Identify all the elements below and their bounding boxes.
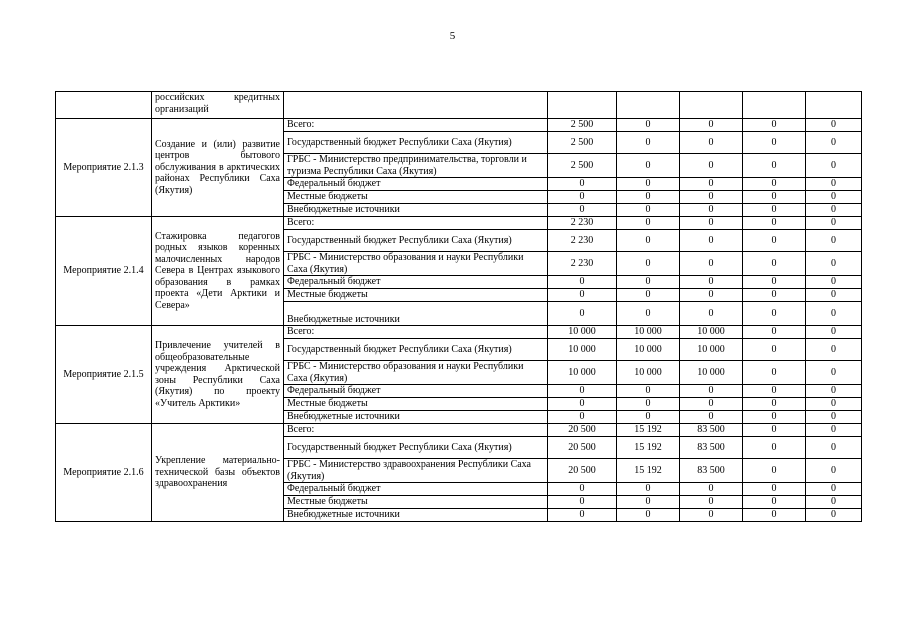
value-cell: 0 xyxy=(743,178,806,191)
value-cell: 0 xyxy=(617,385,680,398)
value-cell: 0 xyxy=(743,276,806,289)
value-cell: 0 xyxy=(743,302,806,326)
value-cell: 0 xyxy=(806,191,862,204)
value-cell: 0 xyxy=(743,424,806,437)
value-cell: 20 500 xyxy=(548,424,617,437)
value-cell xyxy=(806,92,862,119)
source-cell xyxy=(284,92,548,119)
funding-source-cell: Федеральный бюджет xyxy=(284,178,548,191)
value-cell: 10 000 xyxy=(548,339,617,361)
value-cell: 0 xyxy=(806,496,862,509)
funding-source-cell: ГРБС - Министерство предпринимательства, торговли и туризма Республики Саха (Якутия) xyxy=(284,154,548,178)
value-cell: 0 xyxy=(617,154,680,178)
value-cell: 2 230 xyxy=(548,230,617,252)
value-cell: 0 xyxy=(680,230,743,252)
value-cell: 0 xyxy=(548,289,617,302)
value-cell: 0 xyxy=(617,276,680,289)
value-cell: 0 xyxy=(617,204,680,217)
value-cell: 10 000 xyxy=(680,326,743,339)
value-cell: 0 xyxy=(548,411,617,424)
activity-name-cell: российских кредитных организаций xyxy=(152,92,284,119)
value-cell: 0 xyxy=(680,154,743,178)
table-row xyxy=(56,217,862,230)
activity-id-cell xyxy=(56,92,152,119)
value-cell: 20 500 xyxy=(548,459,617,483)
value-cell: 0 xyxy=(806,361,862,385)
funding-source-cell: Внебюджетные источники xyxy=(284,411,548,424)
funding-source-cell: Федеральный бюджет xyxy=(284,483,548,496)
value-cell: 0 xyxy=(548,496,617,509)
value-cell: 0 xyxy=(806,339,862,361)
value-cell: 0 xyxy=(806,204,862,217)
value-cell: 10 000 xyxy=(680,361,743,385)
activity-id-cell: Мероприятие 2.1.5 xyxy=(56,326,152,424)
funding-source-cell: Всего: xyxy=(284,424,548,437)
value-cell: 15 192 xyxy=(617,424,680,437)
activity-id-cell: Мероприятие 2.1.6 xyxy=(56,424,152,522)
value-cell: 0 xyxy=(806,411,862,424)
value-cell: 0 xyxy=(680,204,743,217)
funding-source-cell: Местные бюджеты xyxy=(284,398,548,411)
value-cell: 0 xyxy=(680,132,743,154)
value-cell: 0 xyxy=(743,459,806,483)
value-cell: 0 xyxy=(548,385,617,398)
value-cell: 0 xyxy=(743,339,806,361)
value-cell: 0 xyxy=(743,119,806,132)
budget-table xyxy=(55,91,862,522)
value-cell: 0 xyxy=(806,119,862,132)
funding-source-cell: Внебюджетные источники xyxy=(284,204,548,217)
value-cell: 10 000 xyxy=(548,361,617,385)
funding-source-cell: ГРБС - Министерство образования и науки Республики Саха (Якутия) xyxy=(284,361,548,385)
value-cell: 0 xyxy=(743,230,806,252)
value-cell: 0 xyxy=(743,289,806,302)
activity-name-cell: Укрепление материально-технической базы объектов здравоохранения xyxy=(152,424,284,522)
value-cell: 0 xyxy=(617,411,680,424)
value-cell: 0 xyxy=(743,252,806,276)
value-cell: 83 500 xyxy=(680,459,743,483)
value-cell: 0 xyxy=(617,132,680,154)
value-cell: 0 xyxy=(806,385,862,398)
value-cell: 0 xyxy=(806,459,862,483)
funding-source-cell: Всего: xyxy=(284,119,548,132)
value-cell: 0 xyxy=(617,230,680,252)
value-cell: 0 xyxy=(743,154,806,178)
value-cell: 0 xyxy=(617,289,680,302)
value-cell: 0 xyxy=(680,509,743,522)
value-cell: 0 xyxy=(743,132,806,154)
table-body xyxy=(56,92,862,522)
value-cell: 10 000 xyxy=(617,361,680,385)
value-cell: 15 192 xyxy=(617,437,680,459)
table-row xyxy=(56,326,862,339)
value-cell: 0 xyxy=(743,385,806,398)
funding-source-cell: Всего: xyxy=(284,217,548,230)
value-cell: 0 xyxy=(680,191,743,204)
value-cell: 2 230 xyxy=(548,252,617,276)
funding-source-cell: Местные бюджеты xyxy=(284,289,548,302)
value-cell: 15 192 xyxy=(617,459,680,483)
value-cell: 0 xyxy=(548,178,617,191)
table-row xyxy=(56,424,862,437)
value-cell: 0 xyxy=(680,385,743,398)
value-cell: 0 xyxy=(743,411,806,424)
funding-source-cell: ГРБС - Министерство здравоохранения Республики Саха (Якутия) xyxy=(284,459,548,483)
funding-source-cell: Государственный бюджет Республики Саха (Якутия) xyxy=(284,437,548,459)
value-cell: 0 xyxy=(806,302,862,326)
value-cell: 0 xyxy=(680,252,743,276)
activity-name-cell: Привлечение учителей в общеобразовательные учреждения Арктической зоны Республики Саха (Якутия) по проекту «Учитель Арктики» xyxy=(152,326,284,424)
funding-source-cell: Местные бюджеты xyxy=(284,191,548,204)
value-cell: 0 xyxy=(806,437,862,459)
value-cell: 0 xyxy=(743,496,806,509)
value-cell: 0 xyxy=(548,509,617,522)
value-cell: 0 xyxy=(680,289,743,302)
value-cell: 0 xyxy=(617,178,680,191)
value-cell: 2 500 xyxy=(548,119,617,132)
activity-name-cell: Создание и (или) развитие центров бытового обслуживания в арктических районах Республики Саха (Якутия) xyxy=(152,119,284,217)
value-cell: 0 xyxy=(806,132,862,154)
continuation-row xyxy=(56,92,862,119)
value-cell: 0 xyxy=(806,154,862,178)
value-cell: 0 xyxy=(548,204,617,217)
value-cell: 0 xyxy=(743,398,806,411)
value-cell xyxy=(680,92,743,119)
value-cell: 0 xyxy=(743,509,806,522)
value-cell xyxy=(617,92,680,119)
value-cell: 0 xyxy=(680,119,743,132)
value-cell: 10 000 xyxy=(617,326,680,339)
value-cell: 0 xyxy=(806,424,862,437)
value-cell: 0 xyxy=(548,398,617,411)
value-cell: 10 000 xyxy=(680,339,743,361)
value-cell: 0 xyxy=(617,217,680,230)
value-cell: 0 xyxy=(680,217,743,230)
value-cell: 0 xyxy=(680,276,743,289)
value-cell: 0 xyxy=(743,361,806,385)
value-cell: 0 xyxy=(680,398,743,411)
value-cell: 0 xyxy=(743,326,806,339)
value-cell: 0 xyxy=(806,326,862,339)
activity-id-cell: Мероприятие 2.1.4 xyxy=(56,217,152,326)
value-cell: 0 xyxy=(617,191,680,204)
value-cell: 0 xyxy=(680,483,743,496)
value-cell: 0 xyxy=(548,483,617,496)
value-cell: 0 xyxy=(806,398,862,411)
value-cell: 10 000 xyxy=(548,326,617,339)
funding-source-cell: Федеральный бюджет xyxy=(284,276,548,289)
funding-source-cell: Внебюджетные источники xyxy=(284,302,548,326)
value-cell: 0 xyxy=(743,191,806,204)
funding-source-cell: ГРБС - Министерство образования и науки Республики Саха (Якутия) xyxy=(284,252,548,276)
value-cell: 0 xyxy=(743,483,806,496)
value-cell: 0 xyxy=(806,230,862,252)
value-cell: 0 xyxy=(548,302,617,326)
activity-name-cell: Стажировка педагогов родных языков коренных малочисленных народов Севера в Центрах языкового образования в рамках проекта «Дети Арктики и Севера» xyxy=(152,217,284,326)
value-cell: 0 xyxy=(548,191,617,204)
value-cell: 0 xyxy=(743,217,806,230)
value-cell: 0 xyxy=(548,276,617,289)
funding-source-cell: Федеральный бюджет xyxy=(284,385,548,398)
value-cell xyxy=(548,92,617,119)
value-cell: 0 xyxy=(806,178,862,191)
funding-source-cell: Местные бюджеты xyxy=(284,496,548,509)
value-cell: 20 500 xyxy=(548,437,617,459)
value-cell: 2 500 xyxy=(548,132,617,154)
funding-source-cell: Всего: xyxy=(284,326,548,339)
value-cell: 83 500 xyxy=(680,424,743,437)
value-cell: 0 xyxy=(617,252,680,276)
value-cell: 0 xyxy=(680,302,743,326)
value-cell: 0 xyxy=(743,204,806,217)
value-cell: 0 xyxy=(806,289,862,302)
value-cell: 0 xyxy=(617,119,680,132)
value-cell: 0 xyxy=(617,496,680,509)
value-cell: 0 xyxy=(806,252,862,276)
value-cell: 0 xyxy=(680,411,743,424)
funding-source-cell: Внебюджетные источники xyxy=(284,509,548,522)
value-cell: 0 xyxy=(680,178,743,191)
value-cell: 0 xyxy=(617,302,680,326)
value-cell: 83 500 xyxy=(680,437,743,459)
value-cell: 0 xyxy=(617,483,680,496)
value-cell: 0 xyxy=(617,509,680,522)
value-cell: 0 xyxy=(806,276,862,289)
value-cell: 0 xyxy=(806,483,862,496)
value-cell: 0 xyxy=(806,509,862,522)
value-cell: 2 230 xyxy=(548,217,617,230)
value-cell: 0 xyxy=(806,217,862,230)
value-cell: 10 000 xyxy=(617,339,680,361)
funding-source-cell: Государственный бюджет Республики Саха (Якутия) xyxy=(284,132,548,154)
value-cell xyxy=(743,92,806,119)
value-cell: 0 xyxy=(743,437,806,459)
activity-id-cell: Мероприятие 2.1.3 xyxy=(56,119,152,217)
value-cell: 0 xyxy=(680,496,743,509)
table-row xyxy=(56,119,862,132)
page-number: 5 xyxy=(449,30,456,42)
funding-source-cell: Государственный бюджет Республики Саха (Якутия) xyxy=(284,230,548,252)
value-cell: 2 500 xyxy=(548,154,617,178)
value-cell: 0 xyxy=(617,398,680,411)
funding-source-cell: Государственный бюджет Республики Саха (Якутия) xyxy=(284,339,548,361)
